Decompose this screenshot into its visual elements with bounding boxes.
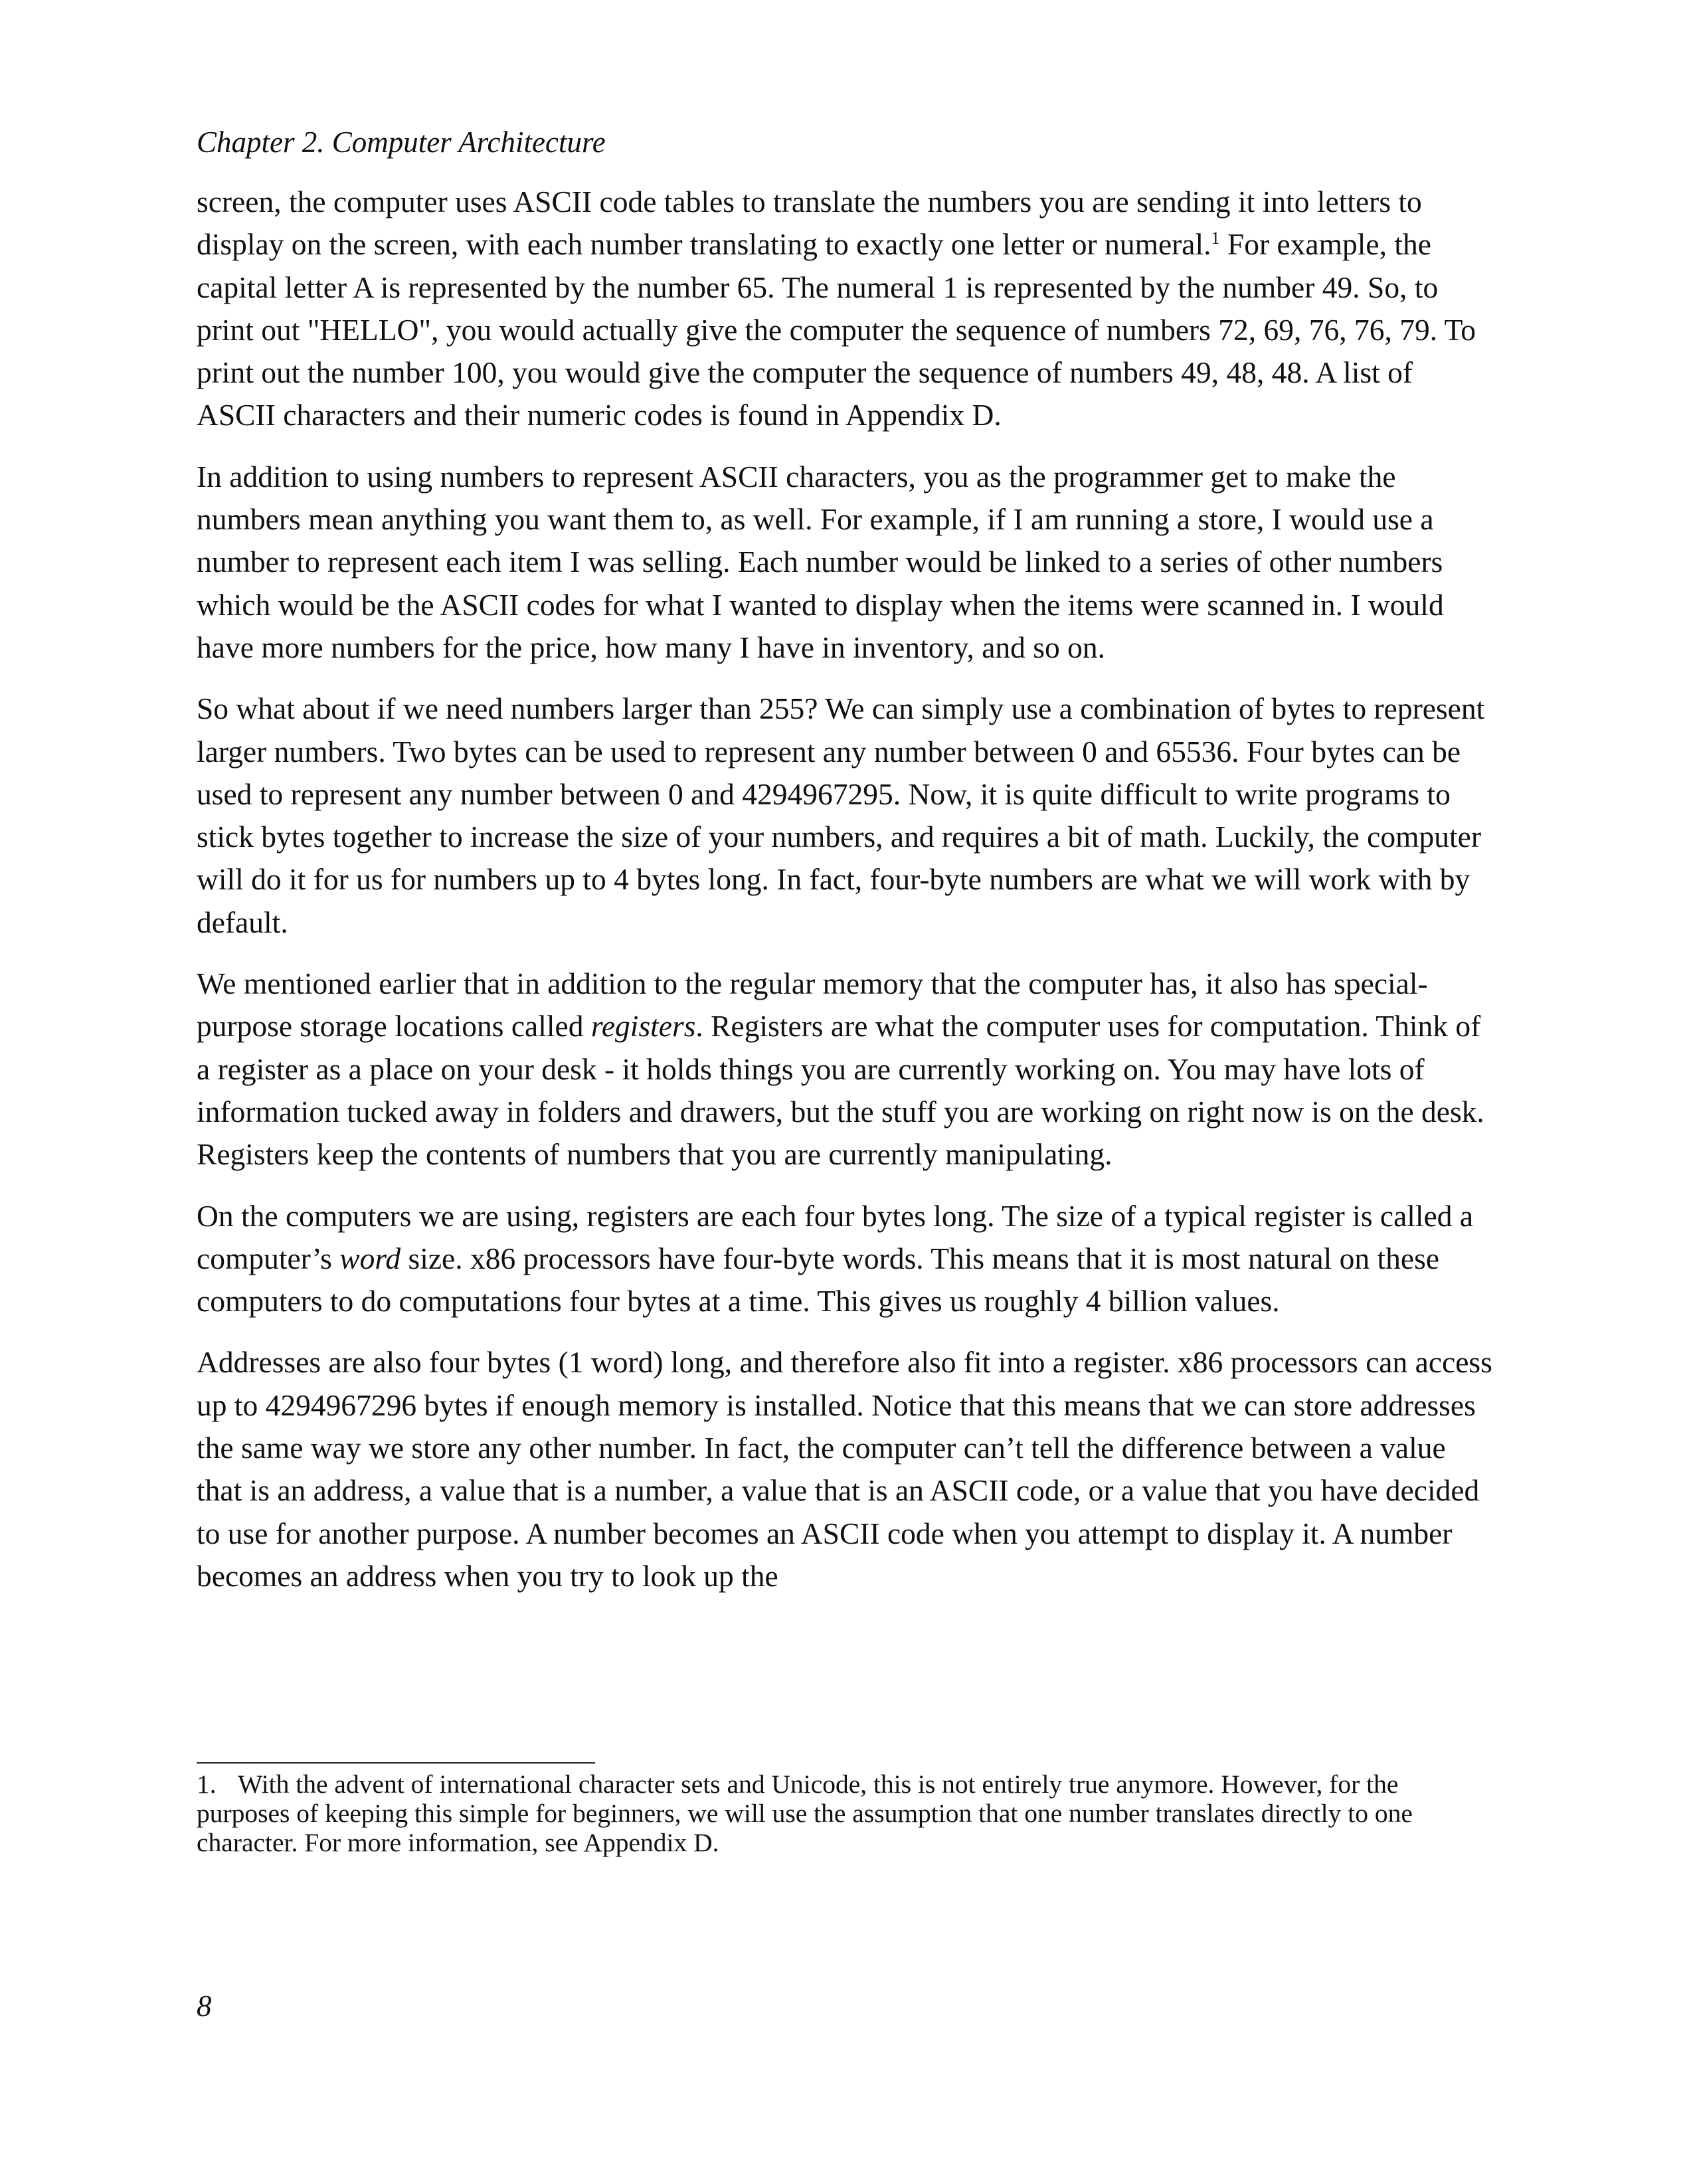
footnote-divider bbox=[197, 1762, 595, 1764]
footnote bbox=[197, 1770, 1497, 1857]
paragraph-large-numbers: So what about if we need numbers larger than 255? We can simply use a combination of bytes to represent larger numbers. Two bytes can be used to represent any number between 0 and 65536. Four bytes can be used to represent any number between 0 and 4294967295. Now, it is quite difficult to write programs to stick bytes together to increase the size of your numbers, and requires a bit of math. Luckily, the computer will do it for us for numbers up to 4 bytes long. In fact, four-byte numbers are what we will work with by default. bbox=[197, 691, 1485, 939]
running-head: Chapter 2. Computer Architecture bbox=[197, 126, 606, 159]
paragraph-text: For example, the capital letter A is represented by the number 65. The numeral 1 is represented by the number 49. So, to print out "HELLO", you would actually give the computer the sequence of numbers 72, 69, 76, 76, 79. To print out the number 100, you would give the computer the sequence of numbers 49, 48, 48. A list of ASCII characters and their numeric codes is found in Appendix D. bbox=[197, 227, 1476, 432]
paragraph-ascii-codes bbox=[197, 181, 1497, 437]
footnote-number: 1. bbox=[197, 1770, 217, 1799]
paragraph-number-meaning: In addition to using numbers to represent ASCII characters, you as the programmer get to make the numbers mean anything you want them to, as well. For example, if I am running a store, I would use a number to represent each item I was selling. Each number would be linked to a series of other numbers which would be the ASCII codes for what I wanted to display when the items were scanned in. I would have more numbers for the price, how many I have in inventory, and so on. bbox=[197, 459, 1444, 664]
paragraph-word-size bbox=[197, 1195, 1497, 1323]
footnote-text: With the advent of international character sets and Unicode, this is not entirely true anymore. However, for the purposes of keeping this simple for beginners, we will use the assumption that one number translates directly to one character. For more information, see Appendix D. bbox=[197, 1770, 1413, 1857]
emphasis-term: word bbox=[339, 1241, 401, 1275]
paragraph-addresses: Addresses are also four bytes (1 word) long, and therefore also fit into a register. x86 processors can access up to 4294967296 bytes if enough memory is installed. Notice that this means that we can store addresses the same way we store any other number. In fact, the computer can’t tell the difference between a value that is an address, a value that is a number, a value that is an ASCII code, or a value that you have decided to use for another purpose. A number becomes an ASCII code when you attempt to display it. A number becomes an address when you try to look up the bbox=[197, 1345, 1492, 1593]
body-text bbox=[197, 181, 1497, 1616]
footnote-marker: 1 bbox=[1211, 228, 1220, 248]
paragraph-text: screen, the computer uses ASCII code tables to translate the numbers you are sending it into letters to display on the screen, with each number translating to exactly one letter or numeral. bbox=[197, 185, 1422, 262]
emphasis-term: registers bbox=[590, 1009, 696, 1044]
paragraph-registers bbox=[197, 962, 1497, 1176]
paragraph-text: . Registers are what the computer uses for computation. Think of a register as a place on your desk - it holds things you are currently working on. You may have lots of information tucked away in folders and drawers, but the stuff you are working on right now is on the desk. Registers keep the contents of numbers that you are currently manipulating. bbox=[197, 1009, 1484, 1172]
paragraph-text: We mentioned earlier that in addition to the regular memory that the computer has, it also has special-purpose storage locations called bbox=[197, 966, 1428, 1044]
page-number: 8 bbox=[197, 1989, 212, 2023]
paragraph-text: size. x86 processors have four-byte words. This means that it is most natural on these computers to do computations four bytes at a time. This gives us roughly 4 billion values. bbox=[197, 1241, 1440, 1319]
paragraph-text: On the computers we are using, registers are each four bytes long. The size of a typical register is called a computer’s bbox=[197, 1198, 1474, 1275]
